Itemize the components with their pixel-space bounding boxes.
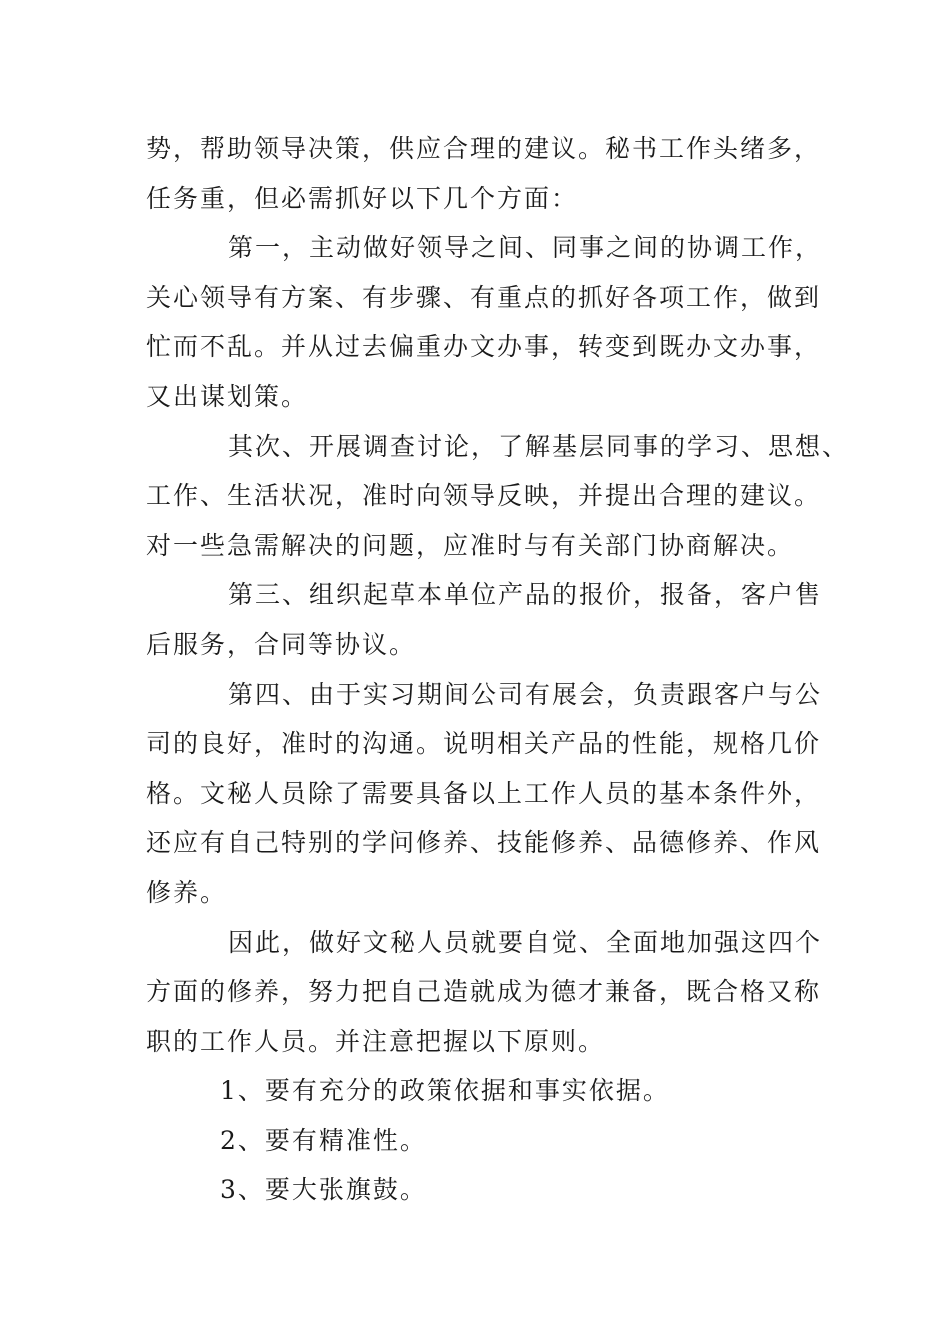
text-line: 第三、组织起草本单位产品的报价，报备，客户售 [228,580,823,610]
text-line: 第一，主动做好领导之间、同事之间的协调工作， [228,233,823,263]
paragraph-first-point [146,223,836,421]
principle-list-item-1: 1、要有充分的政策依据和事实依据。 [220,1076,670,1106]
paragraph-second-point [146,422,850,571]
text-line: 任务重，但必需抓好以下几个方面： [146,183,579,213]
text-line: 方面的修养，努力把自己造就成为德才兼备，既合格又称 [146,977,822,1007]
text-line: 格。文秘人员除了需要具备以上工作人员的基本条件外， [146,778,822,808]
text-line: 还应有自己特别的学问修养、技能修养、品德修养、作风 [146,828,822,858]
text-line: 对一些急需解决的问题，应准时与有关部门协商解决。 [146,530,795,560]
text-line: 职的工作人员。并注意把握以下原则。 [146,1026,606,1056]
paragraph-conclusion [146,918,836,1067]
paragraph-third-point [146,570,836,669]
text-line: 势，帮助领导决策，供应合理的建议。秘书工作头绪多， [146,134,822,163]
text-line: 关心领导有方案、有步骤、有重点的抓好各项工作，做到 [146,282,822,312]
paragraph-fourth-point [146,670,836,918]
text-line: 又出谋划策。 [146,381,309,411]
text-line: 忙而不乱。并从过去偏重办文办事，转变到既办文办事， [146,332,822,362]
paragraph-intro-continuation [146,124,836,223]
principle-list-item-2: 2、要有精准性。 [220,1125,427,1155]
text-line: 司的良好，准时的沟通。说明相关产品的性能，规格几价 [146,729,822,759]
text-line: 第四、由于实习期间公司有展会，负责跟客户与公 [228,679,823,709]
document-page [146,124,850,1215]
text-line: 其次、开展调查讨论，了解基层同事的学习、思想、 [228,431,850,461]
text-line: 后服务，合同等协议。 [146,629,417,659]
text-line: 因此，做好文秘人员就要自觉、全面地加强这四个 [228,927,823,957]
text-line: 修养。 [146,877,228,907]
text-line: 工作、生活状况，准时向领导反映，并提出合理的建议。 [146,481,822,511]
principle-list-item-3: 3、要大张旗鼓。 [220,1175,427,1205]
